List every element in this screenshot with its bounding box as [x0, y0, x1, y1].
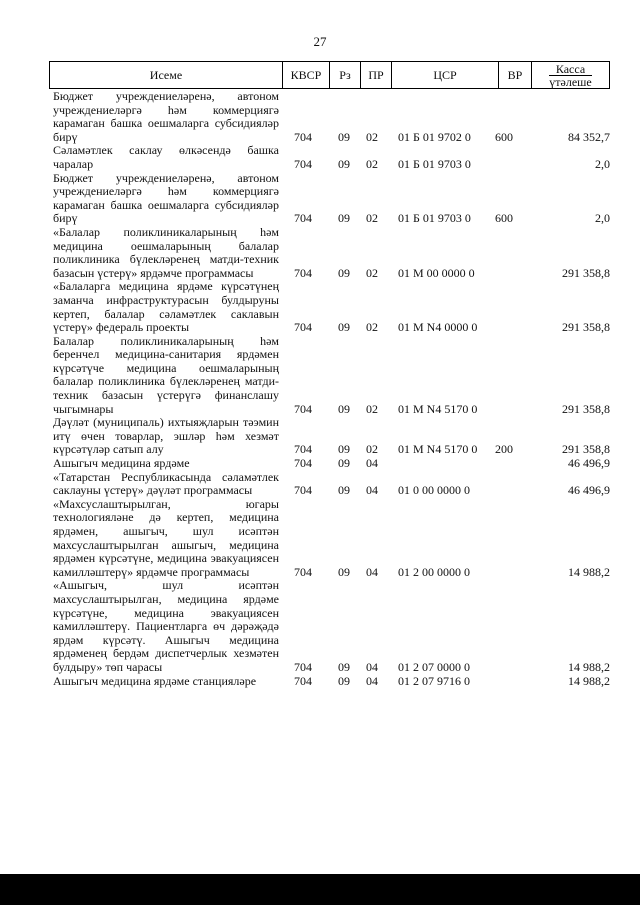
row-name: Бюджет учреждениеләренә, автоном учреждениеләргә һәм коммерциягә карамаган башка оешмаларга субсидияләр бирү — [53, 170, 279, 226]
header-rz: Рз — [330, 62, 361, 88]
table-row — [53, 457, 610, 471]
row-rz: 09 — [338, 483, 350, 498]
table-row — [53, 416, 610, 457]
row-kvsr: 704 — [294, 456, 312, 471]
table-row — [53, 335, 610, 417]
row-csr: 01 0 00 0000 0 — [398, 483, 470, 498]
row-amount: 46 496,9 — [568, 483, 610, 498]
table-row — [53, 579, 610, 674]
row-kvsr: 704 — [294, 129, 312, 144]
row-vr: 600 — [495, 129, 513, 144]
row-csr: 01 2 00 0000 0 — [398, 564, 470, 579]
row-rz: 09 — [338, 211, 350, 226]
row-pr: 04 — [366, 456, 378, 471]
row-name: Ашыгыч медицина ярдәме — [53, 456, 190, 471]
row-kvsr: 704 — [294, 211, 312, 226]
row-name: «Балалар поликлиникаларының һәм медицина оешмаларының балалар поликлиника бүлекләренең матди-техник базасын үстерү» ярдәмче программасы — [53, 224, 279, 280]
row-rz: 09 — [338, 442, 350, 457]
table-row — [53, 498, 610, 580]
row-vr: 200 — [495, 442, 513, 457]
row-kvsr: 704 — [294, 483, 312, 498]
header-csr: ЦСР — [392, 62, 499, 88]
row-rz: 09 — [338, 673, 350, 688]
row-amount: 2,0 — [595, 211, 610, 226]
row-pr: 04 — [366, 483, 378, 498]
row-amount: 14 988,2 — [568, 673, 610, 688]
row-rz: 09 — [338, 265, 350, 280]
row-kvsr: 704 — [294, 442, 312, 457]
row-name: Сәламәтлек саклау өлкәсендә башка чаралар — [53, 143, 279, 171]
table-row — [53, 90, 610, 144]
row-amount: 14 988,2 — [568, 564, 610, 579]
header-name: Исеме — [50, 62, 283, 88]
row-pr: 02 — [366, 265, 378, 280]
row-pr: 04 — [366, 564, 378, 579]
row-amount: 46 496,9 — [568, 456, 610, 471]
header-kassa — [532, 62, 609, 88]
row-name: Дәүләт (муниципаль) ихтыяҗларын тәэмин итү өчен товарлар, эшләр һәм хезмәт күрсәтүләр сатып алу — [53, 415, 279, 457]
row-rz: 09 — [338, 320, 350, 335]
row-kvsr: 704 — [294, 673, 312, 688]
row-csr: 01 М N4 0000 0 — [398, 320, 478, 335]
page-number: 27 — [313, 34, 327, 49]
row-kvsr: 704 — [294, 401, 312, 416]
row-amount: 291 358,8 — [562, 401, 610, 416]
row-rz: 09 — [338, 156, 350, 171]
row-kvsr: 704 — [294, 265, 312, 280]
row-pr: 02 — [366, 442, 378, 457]
row-csr: 01 Б 01 9703 0 — [398, 211, 471, 226]
row-rz: 09 — [338, 129, 350, 144]
row-csr: 01 М 00 0000 0 — [398, 265, 475, 280]
table-row — [53, 280, 610, 334]
table-row — [53, 144, 610, 171]
row-name: Бюджет учреждениеләренә, автоном учреждениеләргә һәм коммерциягә карамаган башка оешмаларга субсидияләр бирү — [53, 89, 279, 144]
header-vr: ВР — [499, 62, 532, 88]
row-kvsr: 704 — [294, 156, 312, 171]
row-name: «Махсуслаштырылган, югары технологияләне дә кертеп, медицина ярдәмен, ашыгыч, шул исәптән махсуслаштырылган ашыгыч, медицина ярдәмен күрсәтүне, медицина эвакуациясен камилләштерү» ярдәмче программасы — [53, 496, 279, 579]
table-row — [53, 471, 610, 498]
row-name: «Татарстан Республикасында сәламәтлек саклауны үстерү» дәүләт программасы — [53, 469, 279, 498]
row-amount: 291 358,8 — [562, 320, 610, 335]
row-csr: 01 2 07 9716 0 — [398, 673, 470, 688]
row-name: Ашыгыч медицина ярдәме станцияләре — [53, 673, 257, 688]
table-header — [49, 61, 610, 89]
row-kvsr: 704 — [294, 659, 312, 674]
row-kvsr: 704 — [294, 564, 312, 579]
row-amount: 2,0 — [595, 156, 610, 171]
budget-table-body — [53, 90, 610, 688]
row-rz: 09 — [338, 659, 350, 674]
row-csr: 01 М N4 5170 0 — [398, 442, 478, 457]
row-pr: 04 — [366, 673, 378, 688]
row-csr: 01 М N4 5170 0 — [398, 401, 478, 416]
row-vr: 600 — [495, 211, 513, 226]
row-amount: 84 352,7 — [568, 129, 610, 144]
table-row — [53, 675, 610, 689]
row-csr: 01 Б 01 9703 0 — [398, 156, 471, 171]
row-pr: 02 — [366, 211, 378, 226]
row-amount: 14 988,2 — [568, 659, 610, 674]
header-kassa-line1: Касса — [549, 63, 591, 76]
row-kvsr: 704 — [294, 320, 312, 335]
header-pr: ПР — [361, 62, 392, 88]
row-amount: 291 358,8 — [562, 265, 610, 280]
row-name: «Ашыгыч, шул исәптән махсуслаштырылган, медицина ярдәме күрсәтүне, медицина эвакуациясен камилләштерү. Пациентларга өч дәрәҗәдә ярдәм күрсәтү. Ашыгыч медицина ярдәменең бердәм диспетчерлык хезмәтен булдыру» төп чарасы — [53, 578, 279, 674]
row-rz: 09 — [338, 564, 350, 579]
header-kvsr: КВСР — [283, 62, 330, 88]
row-rz: 09 — [338, 456, 350, 471]
table-row — [53, 226, 610, 280]
row-pr: 02 — [366, 401, 378, 416]
row-name: Балалар поликлиникаларының һәм беренчел медицина-санитария ярдәмен күрсәтүче медицина оешмаларының балалар поликлиника бүлекләренең матди-техник базасын үстерүгә финанслашу чыгымнары — [53, 333, 279, 416]
row-amount: 291 358,8 — [562, 442, 610, 457]
scan-bottom-edge — [0, 874, 640, 905]
row-name: «Балаларга медицина ярдәме күрсәтүнең заманча инфраструктурасын булдыруны кертеп, балалар сәламәтлек саклавын үстерү» федераль проекты — [53, 279, 279, 335]
row-rz: 09 — [338, 401, 350, 416]
header-kassa-line2: үтәлеше — [549, 74, 592, 89]
table-row — [53, 172, 610, 226]
row-pr: 02 — [366, 320, 378, 335]
row-csr: 01 Б 01 9702 0 — [398, 129, 471, 144]
row-pr: 02 — [366, 129, 378, 144]
row-csr: 01 2 07 0000 0 — [398, 659, 470, 674]
row-pr: 04 — [366, 659, 378, 674]
row-pr: 02 — [366, 156, 378, 171]
